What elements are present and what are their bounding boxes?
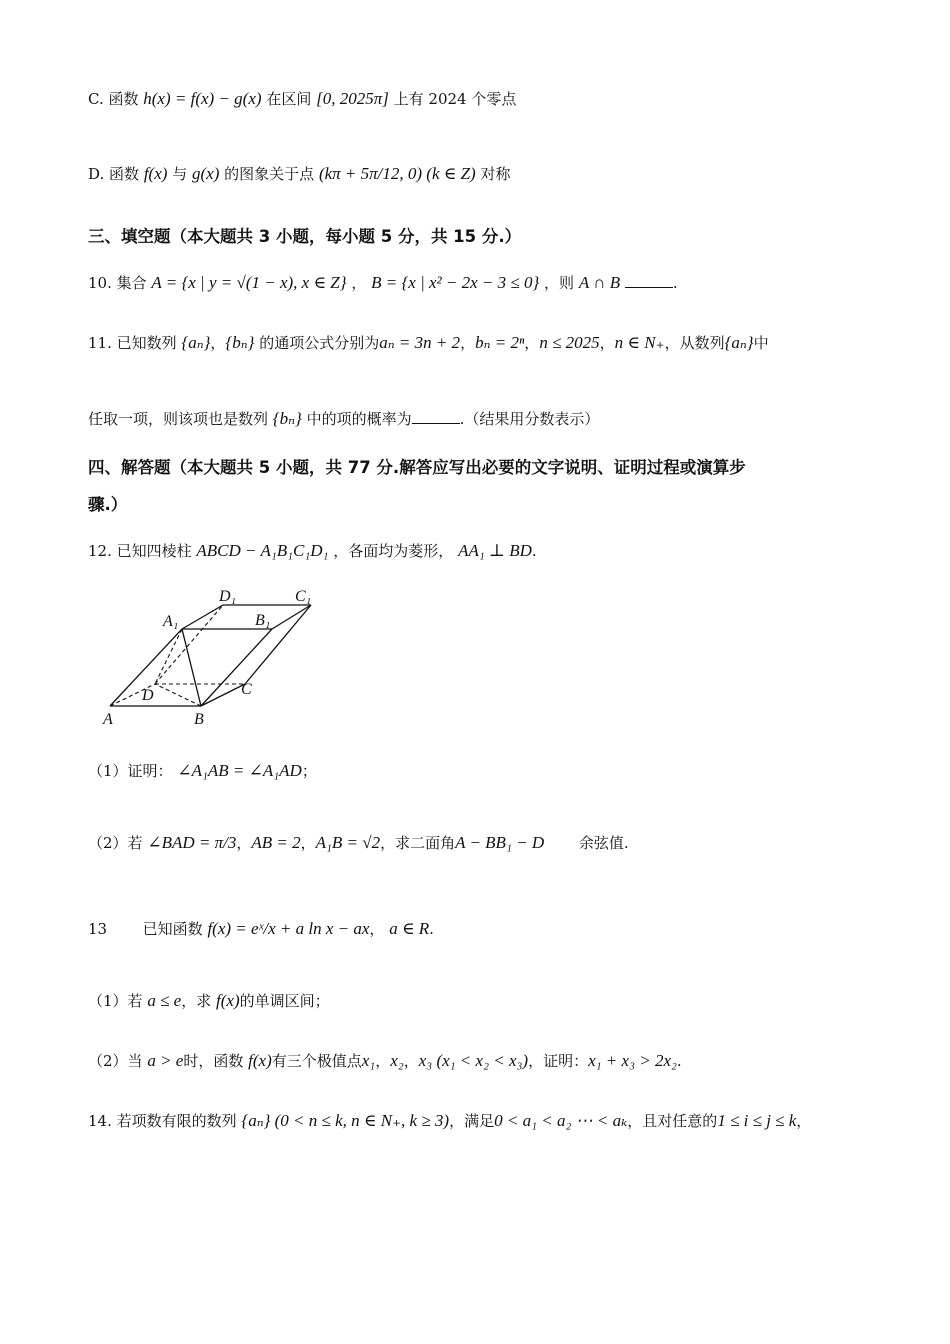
edge-B-D [155, 684, 201, 706]
label-C: C [241, 681, 252, 698]
option-c: C. 函数 h(x) = f(x) − g(x) 在区间 [0, 2025π] 上有 2024 个零点 [88, 89, 517, 108]
answer-blank [625, 273, 673, 288]
question-11-line-1: 11. 已知数列 {aₙ}，{bₙ} 的通项公式分别为aₙ = 3n + 2，bₙ = 2ⁿ，n ≤ 2025，n ∈ N₊，从数列{aₙ}中 [88, 333, 769, 352]
question-14: 14. 若项数有限的数列 {aₙ} (0 < n ≤ k, n ∈ N₊, k ≥ 3)，满足0 < a₁ < a₂ ⋯ < aₖ，且对任意的1 ≤ i ≤ j ≤ k， [88, 1111, 812, 1130]
option-d: D. 函数 f(x) 与 g(x) 的图象关于点 (kπ + 5π/12, 0) (k ∈ Z) 对称 [88, 164, 511, 183]
label-B1: B₁ [255, 612, 271, 629]
edge-A1-D1 [182, 605, 223, 629]
question-10: 10. 集合 A = {x | y = √(1 − x), x ∈ Z} ， B = {x | x² − 2x − 3 ≤ 0} ，则 A ∩ B . [88, 273, 678, 292]
label-D1: D₁ [219, 588, 237, 605]
edge-A1-B [182, 629, 201, 706]
section-3-heading: 三、填空题（本大题共 3 小题，每小题 5 分，共 15 分.） [88, 227, 522, 246]
question-12-part-2: （2）若 ∠BAD = π/3，AB = 2，A₁B = √2，求二面角A − BB₁ − D 余弦值. [88, 833, 629, 852]
label-A: A [103, 711, 113, 728]
question-13-part-2: （2）当 a > e时，函数 f(x)有三个极值点x₁，x₂，x₃ (x₁ < x₂ < x₃)，证明：x₁ + x₃ > 2x₂. [88, 1051, 682, 1070]
question-13-part-1: （1）若 a ≤ e，求 f(x)的单调区间； [88, 991, 330, 1010]
question-12-part-1: （1）证明： ∠A₁AB = ∠A₁AD； [88, 761, 317, 780]
edge-B-B1 [201, 629, 272, 706]
question-13-stem: 13 已知函数 f(x) = eˣ/x + a ln x − ax， a ∈ R. [88, 919, 434, 938]
section-4-heading-line-1: 四、解答题（本大题共 5 小题，共 77 分.解答应写出必要的文字说明、证明过程或演算步 [88, 458, 746, 477]
label-C1: C₁ [295, 588, 312, 605]
edge-B1-C1 [272, 605, 311, 629]
question-11-line-2: 任取一项，则该项也是数列 {bₙ} 中的项的概率为 .（结果用分数表示） [88, 409, 600, 428]
label-D: D [142, 687, 154, 704]
edge-B-C [201, 684, 245, 706]
section-4-heading-line-2: 骤.） [88, 495, 128, 514]
prism-figure [95, 582, 335, 732]
question-12-stem: 12. 已知四棱柱 ABCD − A₁B₁C₁D₁ ，各面均为菱形， AA₁ ⊥ BD. [88, 541, 537, 560]
label-A1: A₁ [163, 613, 179, 630]
label-B: B [194, 711, 204, 728]
answer-blank [412, 409, 460, 424]
